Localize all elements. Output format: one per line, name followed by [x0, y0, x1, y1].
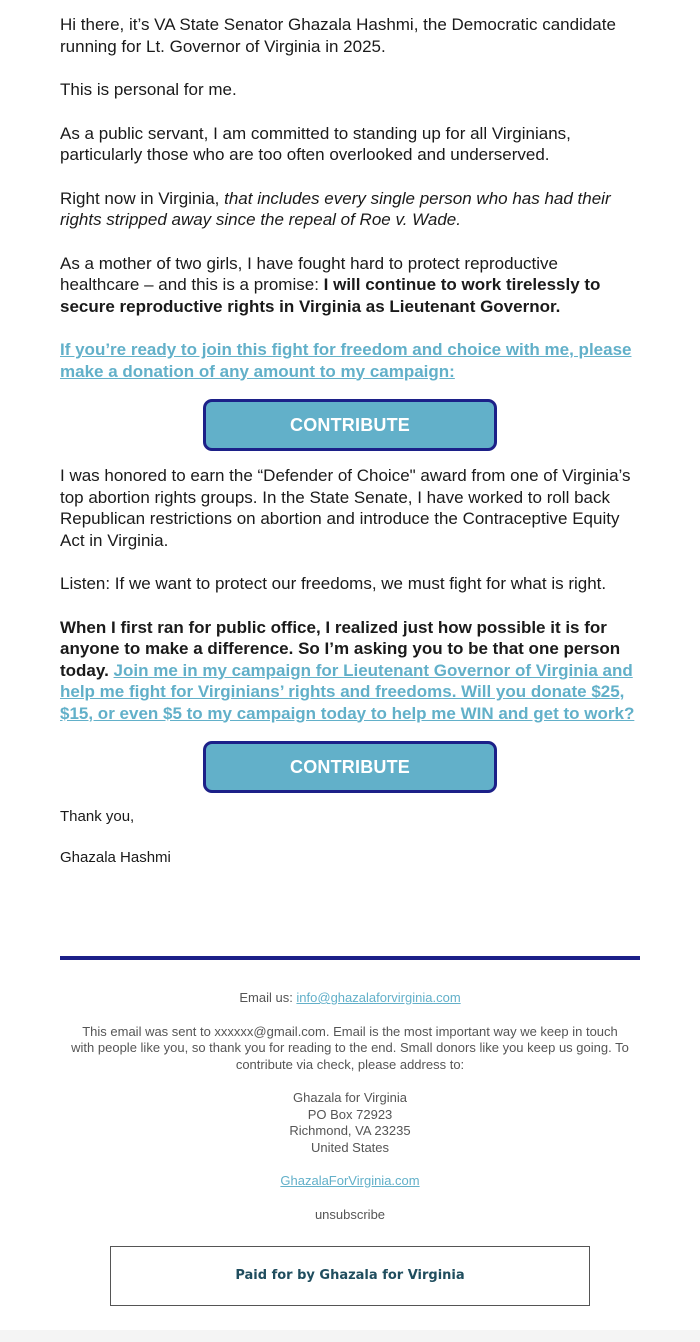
contribute-button-wrap-2	[60, 741, 640, 793]
cta-paragraph-1	[60, 339, 640, 382]
unsubscribe-link[interactable]: unsubscribe	[314, 1206, 386, 1222]
contribute-button-1[interactable]: CONTRIBUTE	[203, 399, 497, 451]
paid-for-text: Paid for by Ghazala for Virginia	[235, 1268, 465, 1283]
first-ran-bold-text: When I first ran for public office, I realized just how possible it is for anyone to make a difference. So I’m asking you to be that one person today.	[60, 617, 621, 680]
bottom-band	[0, 1330, 700, 1342]
email-link[interactable]: info@ghazalaforvirginia.com	[296, 990, 461, 1005]
first-ran-paragraph	[60, 617, 640, 725]
website-line	[70, 1173, 630, 1190]
email-us-line	[70, 990, 630, 1007]
paid-for-box	[110, 1246, 590, 1306]
mother-paragraph	[60, 253, 640, 318]
disclaimer-text: This email was sent to xxxxxx@gmail.com. Email is the most important way we keep in touch with people like you, so thank you for reading to the end. Small donors like you keep us going. To contribute via check, please address to:	[71, 1023, 629, 1072]
honored-paragraph: I was honored to earn the “Defender of Choice" award from one of Virginia’s top abortion rights groups. In the State Senate, I have worked to roll back Republican restrictions on abortion and introduce the Contraceptive Equity Act in Virginia.	[60, 466, 631, 550]
contribute-button-2[interactable]: CONTRIBUTE	[203, 741, 497, 793]
address-city: Richmond, VA 23235	[289, 1123, 411, 1138]
mother-bold-text: I will continue to work tirelessly to secure reproductive rights in Virginia as Lieutenant Governor.	[60, 275, 601, 316]
public-servant-paragraph: As a public servant, I am committed to standing up for all Virginians, particularly those who are too often overlooked and underserved.	[60, 123, 571, 164]
thank-you-text: Thank you,	[60, 808, 135, 825]
right-now-text: Right now in Virginia,	[60, 188, 225, 208]
address-name: Ghazala for Virginia	[293, 1090, 407, 1105]
address-line1: PO Box 72923	[307, 1106, 393, 1122]
email-footer	[70, 990, 630, 1240]
address-country: United States	[310, 1139, 390, 1155]
footer-divider	[60, 956, 640, 960]
email-body	[60, 14, 640, 889]
signature-text: Ghazala Hashmi	[60, 849, 171, 866]
contribute-button-wrap-1	[60, 399, 640, 451]
mailing-address	[70, 1090, 630, 1156]
donation-link-2[interactable]: Join me in my campaign for Lieutenant Governor of Virginia and help me fight for Virginians’ rights and freedoms. Will you donate $25, $15, or even $5 to my campaign today to help me WIN and get to work?	[60, 660, 635, 723]
listen-paragraph: Listen: If we want to protect our freedoms, we must fight for what is right.	[60, 574, 607, 593]
right-now-paragraph	[60, 188, 640, 231]
donation-link-1[interactable]: If you’re ready to join this fight for freedom and choice with me, please make a donation of any amount to my campaign:	[60, 340, 632, 381]
mother-text: As a mother of two girls, I have fought hard to protect reproductive healthcare – and this is a promise:	[60, 253, 558, 294]
website-link[interactable]: GhazalaForVirginia.com	[280, 1173, 420, 1188]
email-us-label: Email us:	[239, 990, 297, 1005]
right-now-italic-text: that includes every single person who has had their rights stripped away since the repeal of Roe v. Wade.	[60, 188, 611, 229]
unsubscribe-line	[70, 1207, 630, 1224]
signoff	[60, 807, 640, 867]
personal-paragraph: This is personal for me.	[60, 80, 237, 99]
intro-paragraph: Hi there, it’s VA State Senator Ghazala Hashmi, the Democratic candidate running for Lt. Governor of Virginia in 2025.	[60, 15, 616, 56]
